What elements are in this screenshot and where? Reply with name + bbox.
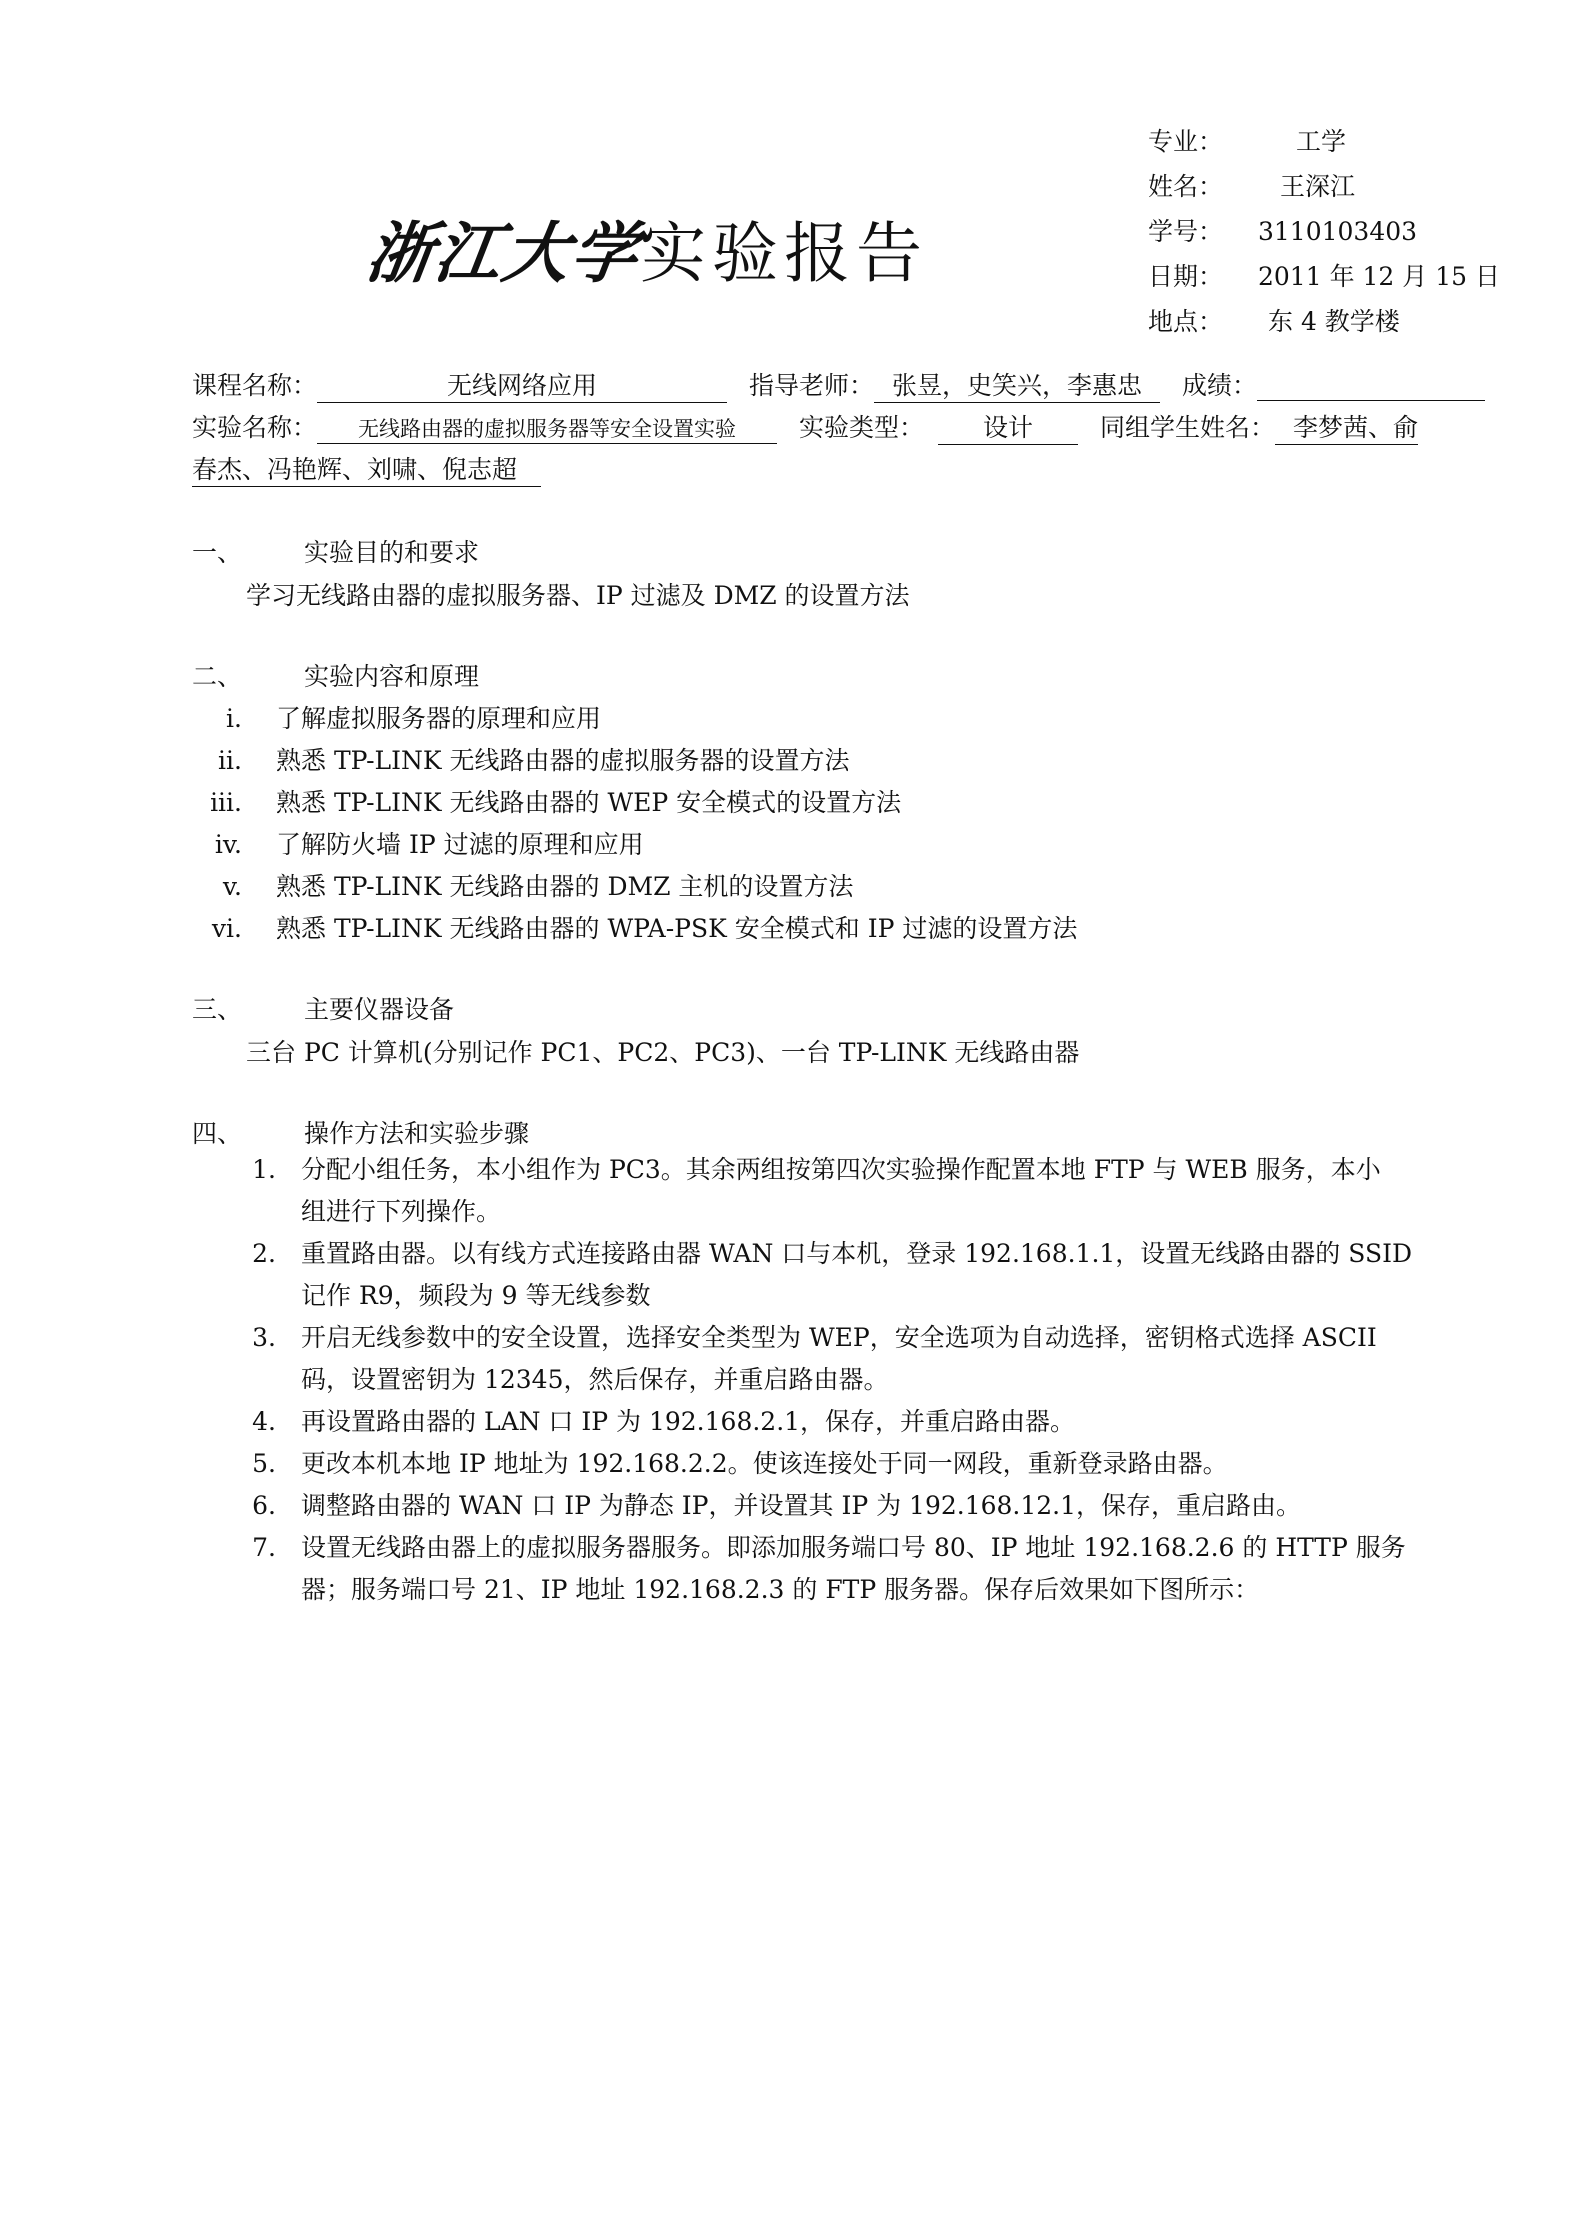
type-value: 设计 [938,408,1078,445]
content-item [186,741,850,777]
step-number: 5. [252,1449,276,1478]
type-label: 实验类型： [798,413,924,442]
step-number: 2. [252,1239,276,1268]
item-number: iii. [210,788,242,817]
info-date [1148,257,1500,293]
teacher-value: 张昱，史笑兴，李惠忠 [874,366,1160,403]
section-number: 四、 [192,1119,243,1148]
item-text: 了解虚拟服务器的原理和应用 [276,704,602,733]
group-value-line1: 李梦茜、俞 [1275,408,1418,445]
step-item [246,1401,1456,1443]
step-line-2: 记作 R9，频段为 9 等无线参数 [301,1281,651,1310]
step-line-1: 调整路由器的 WAN 口 IP 为静态 IP，并设置其 IP 为 192.168.12.1，保存，重启路由。 [301,1491,1302,1520]
step-number: 7. [252,1533,276,1562]
experiment-line [192,408,1418,445]
step-item [246,1485,1456,1527]
item-number: i. [226,704,242,733]
major-label: 专业： [1148,127,1224,156]
page-title [361,200,928,295]
item-text: 熟悉 TP-LINK 无线路由器的 DMZ 主机的设置方法 [276,872,854,901]
step-line-1: 开启无线参数中的安全设置，选择安全类型为 WEP，安全选项为自动选择，密钥格式选择 ASCII [301,1323,1377,1352]
step-line-1: 分配小组任务，本小组作为 PC3。其余两组按第四次实验操作配置本地 FTP 与 WEB 服务，本小 [301,1155,1381,1184]
step-line-1: 重置路由器。以有线方式连接路由器 WAN 口与本机，登录 192.168.1.1，设置无线路由器的 SSID [301,1239,1412,1268]
section-title: 实验目的和要求 [304,538,480,567]
step-line-2: 器；服务端口号 21、IP 地址 192.168.2.3 的 FTP 服务器。保存后效果如下图所示： [301,1575,1260,1604]
step-item [246,1149,1456,1233]
step-line-1: 更改本机本地 IP 地址为 192.168.2.2。使该连接处于同一网段，重新登录路由器。 [301,1449,1228,1478]
step-number: 4. [252,1407,276,1436]
course-value: 无线网络应用 [317,366,727,403]
info-major [1148,122,1346,158]
step-number: 3. [252,1323,276,1352]
date-value: 2011 年 12 月 15 日 [1258,262,1500,291]
info-name [1148,167,1355,203]
section-2-heading [192,657,479,693]
content-item [186,909,1077,945]
id-value: 3110103403 [1258,217,1418,246]
name-value: 王深江 [1280,172,1356,201]
course-label: 课程名称： [192,371,318,400]
step-line-1: 设置无线路由器上的虚拟服务器服务。即添加服务端口号 80、IP 地址 192.168.2.6 的 HTTP 服务 [301,1533,1406,1562]
content-item [186,825,644,861]
item-number: v. [222,872,242,901]
place-value: 东 4 教学楼 [1268,307,1400,336]
section-title: 实验内容和原理 [304,662,480,691]
item-number: iv. [214,830,242,859]
info-place [1148,302,1400,338]
section-1-heading [192,533,479,569]
step-item [246,1233,1456,1317]
course-line [192,366,1485,403]
step-item [246,1317,1456,1401]
item-number: ii. [218,746,242,775]
step-number: 6. [252,1491,276,1520]
section-3-heading [192,990,454,1026]
report-title: 实验报告 [640,215,928,292]
teacher-label: 指导老师： [748,371,874,400]
exp-value: 无线路由器的虚拟服务器等安全设置实验 [317,413,777,444]
purpose-text: 学习无线路由器的虚拟服务器、IP 过滤及 DMZ 的设置方法 [246,581,910,610]
section-number: 二、 [192,662,243,691]
step-item [246,1527,1456,1611]
content-item [186,699,601,735]
step-line-2: 组进行下列操作。 [301,1197,502,1226]
item-text: 了解防火墙 IP 过滤的原理和应用 [276,830,644,859]
step-number: 1. [252,1155,276,1184]
item-text: 熟悉 TP-LINK 无线路由器的 WEP 安全模式的设置方法 [276,788,902,817]
step-item [246,1443,1456,1485]
grade-blank [1257,371,1485,401]
place-label: 地点： [1148,307,1224,336]
item-text: 熟悉 TP-LINK 无线路由器的虚拟服务器的设置方法 [276,746,850,775]
item-text: 熟悉 TP-LINK 无线路由器的 WPA-PSK 安全模式和 IP 过滤的设置方法 [276,914,1078,943]
date-label: 日期： [1148,262,1224,291]
university-logo-text: 浙江大学 [361,215,645,292]
group-label: 同组学生姓名： [1099,413,1275,442]
section-title: 操作方法和实验步骤 [304,1119,530,1148]
exp-label: 实验名称： [192,413,318,442]
major-value: 工学 [1296,127,1347,156]
content-item [186,783,901,819]
step-line-2: 码，设置密钥为 12345，然后保存，并重启路由器。 [301,1365,889,1394]
section-title: 主要仪器设备 [304,995,455,1024]
id-label: 学号： [1148,217,1224,246]
item-number: vi. [211,914,242,943]
section-4-heading [192,1114,529,1150]
info-id [1148,212,1417,248]
content-item [186,867,853,903]
equipment-text: 三台 PC 计算机(分别记作 PC1、PC2、PC3)、一台 TP-LINK 无线路由器 [246,1038,1080,1067]
name-label: 姓名： [1148,172,1224,201]
group-value-line2: 春杰、冯艳辉、刘啸、倪志超 [192,450,541,487]
step-line-1: 再设置路由器的 LAN 口 IP 为 192.168.2.1，保存，并重启路由器。 [301,1407,1076,1436]
grade-label: 成绩： [1181,371,1257,400]
section-number: 一、 [192,538,243,567]
section-number: 三、 [192,995,243,1024]
group-line-2 [192,450,541,487]
